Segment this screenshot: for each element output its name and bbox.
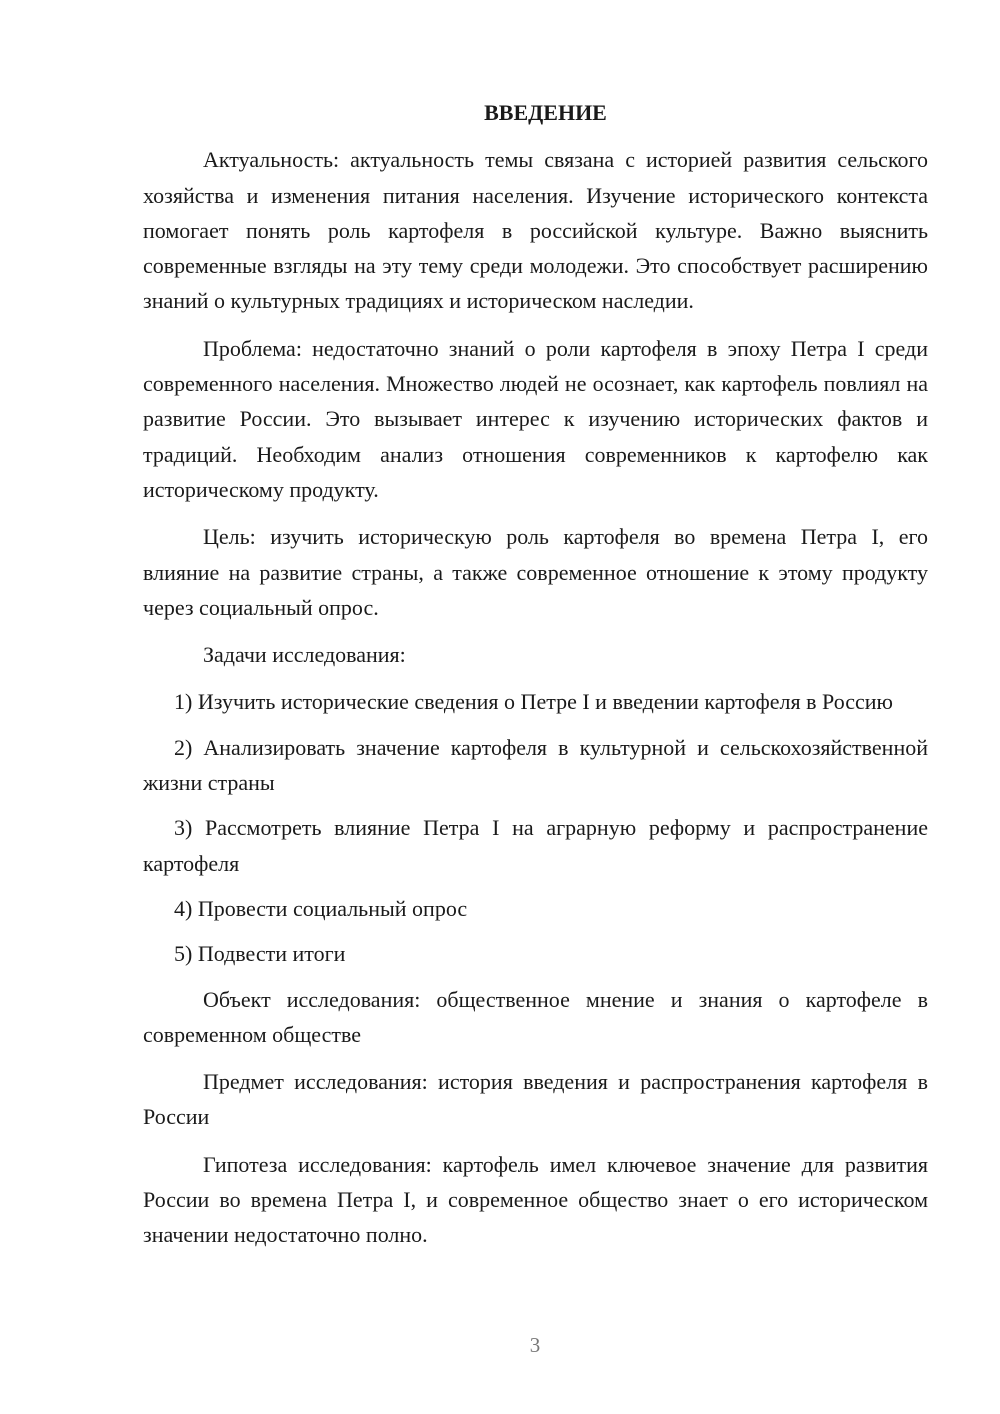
list-item: 4) Провести социальный опрос: [174, 895, 468, 921]
list-item: 1) Изучить исторические сведения о Петре I и введении картофеля в Россию: [174, 689, 893, 715]
list-item: 2) Анализировать значение картофеля в культурной и сельскохозяйственной жизни страны: [143, 734, 928, 796]
page-title: ВВЕДЕНИЕ: [484, 100, 607, 125]
paragraph-object: Объект исследования: общественное мнение и знания о картофеле в современном обществе: [143, 986, 928, 1047]
page-number: 3: [529, 1333, 541, 1357]
paragraph-goal: Цель: изучить историческую роль картофеля во времена Петра I, его влияние на развитие страны, а также современное отношение к этому продукту через социальный опрос.: [143, 524, 928, 620]
paragraph-tasks-heading: Задачи исследования:: [203, 642, 406, 668]
document-page: [143, 95, 928, 1265]
paragraph-hypothesis: Гипотеза исследования: картофель имел ключевое значение для развития России во времена Петра I, и современное общество знает о его историческом значении недостаточно полно.: [143, 1151, 928, 1248]
list-item: 5) Подвести итоги: [174, 941, 346, 967]
paragraph-subject: Предмет исследования: история введения и распространения картофеля в России: [143, 1069, 928, 1130]
paragraph-problem: Проблема: недостаточно знаний о роли картофеля в эпоху Петра I среди современного населения. Множество людей не осознает, как картофель повлиял на развитие России. Это вызывает интерес к изучению исторических фактов и традиций. Необходим анализ отношения современников к картофелю как историческому продукту.: [143, 335, 928, 502]
list-item: 3) Рассмотреть влияние Петра I на аграрную реформу и распространение картофеля: [143, 815, 928, 876]
paragraph-relevance: Актуальность: актуальность темы связана с историей развития сельского хозяйства и изменения питания населения. Изучение исторического контекста помогает понять роль картофеля в российской культуре. Важно выяснить современные взгляды на эту тему среди молодежи. Это способствует расширению знаний о культурных традициях и историческом наследии.: [143, 147, 928, 314]
